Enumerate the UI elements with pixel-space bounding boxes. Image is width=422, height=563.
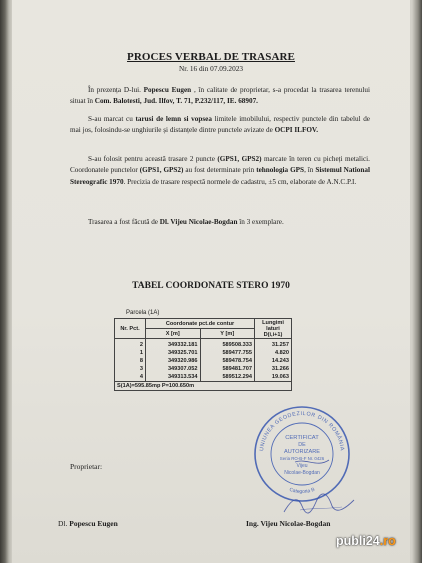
stamp-bottom-text: Categoria B <box>288 486 316 496</box>
stamp-top-text: UNIUNEA GEODEZILOR DIN ROMÂNIA <box>259 410 345 452</box>
stamp-line-serial: Seria RO-B-F Nr. 0426 <box>279 456 325 461</box>
table-row: 3 349307.052 589481.707 31.266 <box>115 365 292 373</box>
ocpi-authority: OCPI ILFOV. <box>274 126 318 135</box>
stamp-line-name: Nicolae-Bogdan <box>284 470 320 476</box>
table-row: 8 349320.986 589478.754 14.243 <box>115 357 292 365</box>
surveyor-signature-name: Ing. Vijeu Nicolae-Bogdan <box>246 519 331 528</box>
publi24-watermark-logo: publi24.ro <box>336 534 396 548</box>
document-number-date: Nr. 16 din 07.09.2023 <box>178 64 244 73</box>
owner-name-inline: Popescu Eugen <box>143 86 192 94</box>
stamp-line-surname: Vijeu <box>296 463 308 469</box>
svg-text:Categoria B <box>288 487 316 495</box>
header-point-number: Nr. Pct. <box>115 319 146 339</box>
land-location: Com. Balotesti, Jud. Ilfov, T. 71, P.232/117, IE. 68907. <box>94 97 258 106</box>
header-x: X [m] <box>146 329 201 339</box>
stamp-line-certificate: CERTIFICAT <box>285 435 319 441</box>
certification-stamp <box>247 398 357 510</box>
paragraph-presence: În prezența D-lui. Popescu Eugen , în calitate de proprietar, s-a procedat la trasarea terenului situat în Com. Balotesti, Jud. Ilfov, T. 71, P.232/117, IE. 68907. <box>70 86 370 106</box>
gps-technology: tehnologia GPS <box>256 166 305 175</box>
owner-signature-name: Dl. Popescu Eugen <box>58 519 118 528</box>
owner-label: Proprietar: <box>70 462 103 471</box>
coordinate-system: Sistemul National Stereografic 1970 <box>70 166 370 186</box>
paragraph-surveyor: Trasarea a fost făcută de Dl. Vijeu Nicolae-Bogdan în 3 exemplare. <box>88 218 284 226</box>
marking-method: tarusi de lemn si vopsea <box>135 115 212 123</box>
header-y: Y [m] <box>200 329 255 339</box>
coordinates-table <box>114 318 292 391</box>
table-row: 2 349332.181 589508.333 31.257 <box>115 339 292 350</box>
paragraph-marking: S-au marcat cu tarusi de lemn si vopsea limitele imobilului, respectiv punctele din tabelul de mai jos, folosindu-se unghiurile și distanțele dintre punctele avizate de OCPI ILFOV. <box>70 115 370 135</box>
table-row: 4 349313.534 589512.294 19.063 <box>115 373 292 382</box>
parcel-label: Parcela (1A) <box>126 310 160 316</box>
table-title: TABEL COORDONATE STERO 1970 <box>132 281 290 291</box>
header-coordinates: Coordonate pct.de contur <box>146 319 255 329</box>
header-side-lengths: Lungimi laturi D(i,i+1) <box>255 319 292 339</box>
stamp-line-authorization: AUTORIZARE <box>284 449 320 455</box>
area-perimeter-summary: S(1A)=595.85mp P=100.650m <box>115 382 292 391</box>
surveyor-name-inline: Dl. Vijeu Nicolae-Bogdan <box>159 218 238 226</box>
stamp-line-de: DE <box>298 442 306 448</box>
document-title: PROCES VERBAL DE TRASARE <box>127 51 295 63</box>
table-row: 1 349325.701 589477.755 4.820 <box>115 349 292 357</box>
paragraph-gps: S-au folosit pentru această trasare 2 puncte (GPS1, GPS2) marcate în teren cu picheți metalici. Coordonatele punctelor (GPS1, GPS2) au fost determinate prin tehnologia GPS, în Sistemul National Stereografic 1970. Precizia de trasare respectă normele de cadastru, ±5 cm, elaborate de A.N.C.P.I. <box>70 155 370 186</box>
